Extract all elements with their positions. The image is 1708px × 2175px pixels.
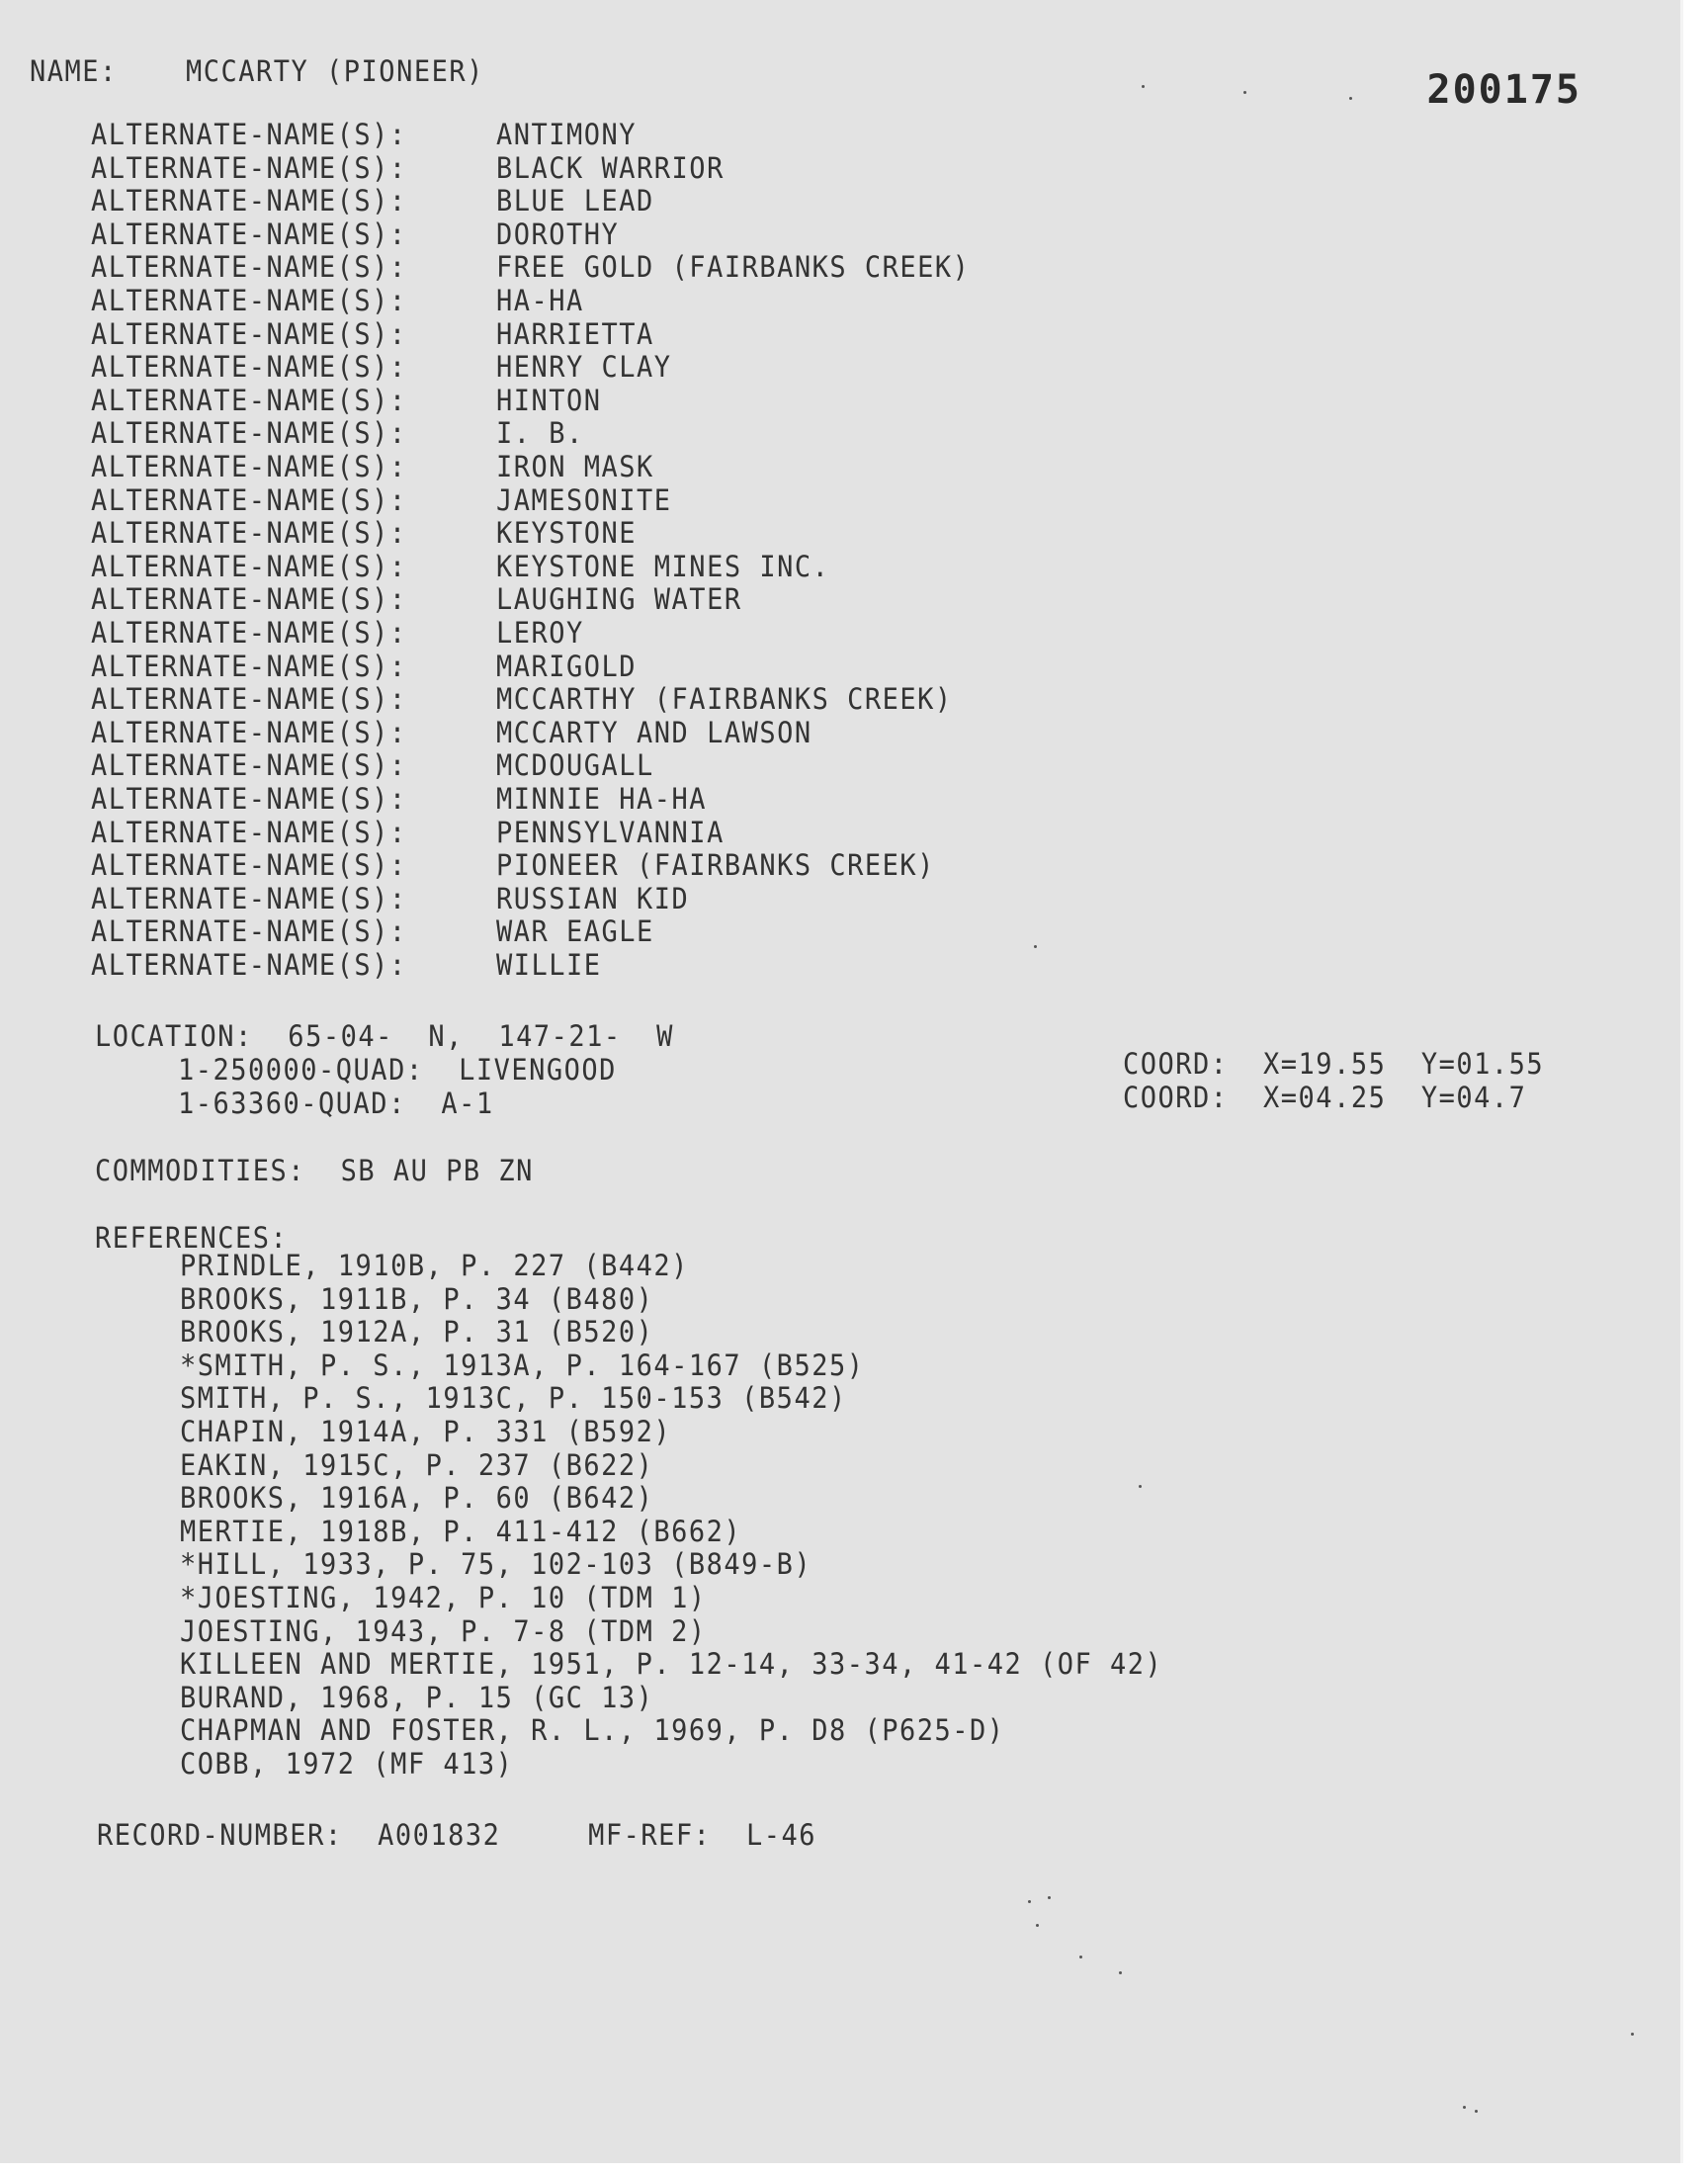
alternate-name-label: ALTERNATE-NAME(S): bbox=[91, 483, 407, 518]
alternate-name-value: BLUE LEAD bbox=[496, 184, 654, 218]
reference-item: *JOESTING, 1942, P. 10 (TDM 1) bbox=[180, 1581, 707, 1615]
reference-item: MERTIE, 1918B, P. 411-412 (B662) bbox=[180, 1515, 742, 1549]
alternate-name-value: I. B. bbox=[496, 416, 584, 451]
alternate-name-label: ALTERNATE-NAME(S): bbox=[91, 151, 407, 186]
alternate-name-label: ALTERNATE-NAME(S): bbox=[91, 284, 407, 318]
alternate-name-label: ALTERNATE-NAME(S): bbox=[91, 350, 407, 385]
reference-item: CHAPMAN AND FOSTER, R. L., 1969, P. D8 (P625-D) bbox=[180, 1713, 1005, 1748]
references-label: REFERENCES: bbox=[95, 1221, 289, 1256]
reference-item: BROOKS, 1911B, P. 34 (B480) bbox=[180, 1282, 654, 1317]
alternate-name-value: PIONEER (FAIRBANKS CREEK) bbox=[496, 848, 935, 883]
quad-63360: 1-63360-QUAD: A-1 bbox=[178, 1087, 494, 1121]
alternate-name-value: WAR EAGLE bbox=[496, 914, 654, 949]
alternate-name-value: DOROTHY bbox=[496, 218, 620, 252]
alternate-name-value: LAUGHING WATER bbox=[496, 582, 742, 617]
alternate-name-value: PENNSYLVANNIA bbox=[496, 816, 725, 850]
alternate-name-label: ALTERNATE-NAME(S): bbox=[91, 748, 407, 783]
scan-speck bbox=[1142, 85, 1145, 88]
scan-speck bbox=[1139, 1485, 1142, 1488]
name-label: NAME: bbox=[30, 54, 118, 89]
reference-item: KILLEEN AND MERTIE, 1951, P. 12-14, 33-34, 41-42 (OF 42) bbox=[180, 1647, 1163, 1682]
alternate-name-label: ALTERNATE-NAME(S): bbox=[91, 118, 407, 152]
record-number-line: RECORD-NUMBER: A001832 MF-REF: L-46 bbox=[97, 1818, 816, 1853]
alternate-name-value: KEYSTONE MINES INC. bbox=[496, 550, 830, 584]
document-number: 200175 bbox=[1426, 67, 1581, 113]
quad-250000: 1-250000-QUAD: LIVENGOOD bbox=[178, 1053, 617, 1088]
reference-item: SMITH, P. S., 1913C, P. 150-153 (B542) bbox=[180, 1381, 847, 1416]
reference-item: BROOKS, 1912A, P. 31 (B520) bbox=[180, 1315, 654, 1349]
alternate-name-label: ALTERNATE-NAME(S): bbox=[91, 416, 407, 451]
coord-250000: COORD: X=19.55 Y=01.55 bbox=[1123, 1047, 1545, 1082]
scan-speck bbox=[1475, 2110, 1478, 2113]
alternate-name-value: WILLIE bbox=[496, 948, 602, 983]
scan-speck bbox=[1119, 1971, 1122, 1974]
scan-speck bbox=[1028, 1900, 1031, 1903]
alternate-name-label: ALTERNATE-NAME(S): bbox=[91, 550, 407, 584]
alternate-name-label: ALTERNATE-NAME(S): bbox=[91, 218, 407, 252]
alternate-name-value: RUSSIAN KID bbox=[496, 882, 690, 916]
alternate-name-label: ALTERNATE-NAME(S): bbox=[91, 914, 407, 949]
reference-item: PRINDLE, 1910B, P. 227 (B442) bbox=[180, 1249, 689, 1283]
alternate-name-value: KEYSTONE bbox=[496, 516, 638, 551]
location-line: LOCATION: 65-04- N, 147-21- W bbox=[95, 1019, 674, 1054]
alternate-name-label: ALTERNATE-NAME(S): bbox=[91, 782, 407, 817]
alternate-name-label: ALTERNATE-NAME(S): bbox=[91, 650, 407, 684]
alternate-name-label: ALTERNATE-NAME(S): bbox=[91, 848, 407, 883]
coord-63360: COORD: X=04.25 Y=04.7 bbox=[1123, 1081, 1527, 1115]
alternate-name-value: HA-HA bbox=[496, 284, 584, 318]
alternate-name-label: ALTERNATE-NAME(S): bbox=[91, 882, 407, 916]
alternate-name-label: ALTERNATE-NAME(S): bbox=[91, 384, 407, 418]
reference-item: *HILL, 1933, P. 75, 102-103 (B849-B) bbox=[180, 1547, 812, 1582]
scan-speck bbox=[1243, 91, 1246, 94]
reference-item: BROOKS, 1916A, P. 60 (B642) bbox=[180, 1481, 654, 1516]
scan-speck bbox=[1036, 1924, 1039, 1927]
alternate-name-label: ALTERNATE-NAME(S): bbox=[91, 250, 407, 285]
reference-item: JOESTING, 1943, P. 7-8 (TDM 2) bbox=[180, 1614, 707, 1649]
alternate-name-label: ALTERNATE-NAME(S): bbox=[91, 184, 407, 218]
alternate-name-value: MARIGOLD bbox=[496, 650, 638, 684]
alternate-name-label: ALTERNATE-NAME(S): bbox=[91, 948, 407, 983]
scan-speck bbox=[1463, 2106, 1466, 2109]
scan-speck bbox=[1349, 97, 1352, 100]
reference-item: BURAND, 1968, P. 15 (GC 13) bbox=[180, 1681, 654, 1715]
scan-speck bbox=[1034, 945, 1037, 948]
reference-item: EAKIN, 1915C, P. 237 (B622) bbox=[180, 1448, 654, 1483]
alternate-name-label: ALTERNATE-NAME(S): bbox=[91, 816, 407, 850]
alternate-name-label: ALTERNATE-NAME(S): bbox=[91, 682, 407, 717]
alternate-name-label: ALTERNATE-NAME(S): bbox=[91, 582, 407, 617]
alternate-name-value: MCDOUGALL bbox=[496, 748, 654, 783]
alternate-name-value: JAMESONITE bbox=[496, 483, 672, 518]
alternate-name-value: BLACK WARRIOR bbox=[496, 151, 725, 186]
alternate-name-label: ALTERNATE-NAME(S): bbox=[91, 516, 407, 551]
alternate-name-label: ALTERNATE-NAME(S): bbox=[91, 616, 407, 651]
alternate-name-value: MINNIE HA-HA bbox=[496, 782, 708, 817]
alternate-name-value: MCCARTY AND LAWSON bbox=[496, 716, 812, 750]
alternate-name-value: ANTIMONY bbox=[496, 118, 638, 152]
alternate-name-value: LEROY bbox=[496, 616, 584, 651]
reference-item: *SMITH, P. S., 1913A, P. 164-167 (B525) bbox=[180, 1348, 865, 1383]
alternate-name-label: ALTERNATE-NAME(S): bbox=[91, 450, 407, 484]
scan-speck bbox=[1048, 1896, 1051, 1899]
reference-item: COBB, 1972 (MF 413) bbox=[180, 1747, 514, 1782]
reference-item: CHAPIN, 1914A, P. 331 (B592) bbox=[180, 1415, 672, 1449]
alternate-name-value: FREE GOLD (FAIRBANKS CREEK) bbox=[496, 250, 971, 285]
alternate-name-value: HINTON bbox=[496, 384, 602, 418]
alternate-name-value: HARRIETTA bbox=[496, 317, 654, 352]
alternate-name-label: ALTERNATE-NAME(S): bbox=[91, 317, 407, 352]
alternate-name-value: IRON MASK bbox=[496, 450, 654, 484]
scan-speck bbox=[1079, 1956, 1082, 1958]
record-name: MCCARTY (PIONEER) bbox=[186, 54, 484, 89]
alternate-name-value: MCCARTHY (FAIRBANKS CREEK) bbox=[496, 682, 953, 717]
alternate-name-label: ALTERNATE-NAME(S): bbox=[91, 716, 407, 750]
alternate-name-value: HENRY CLAY bbox=[496, 350, 672, 385]
commodities: COMMODITIES: SB AU PB ZN bbox=[95, 1154, 534, 1188]
scan-speck bbox=[1631, 2033, 1634, 2036]
